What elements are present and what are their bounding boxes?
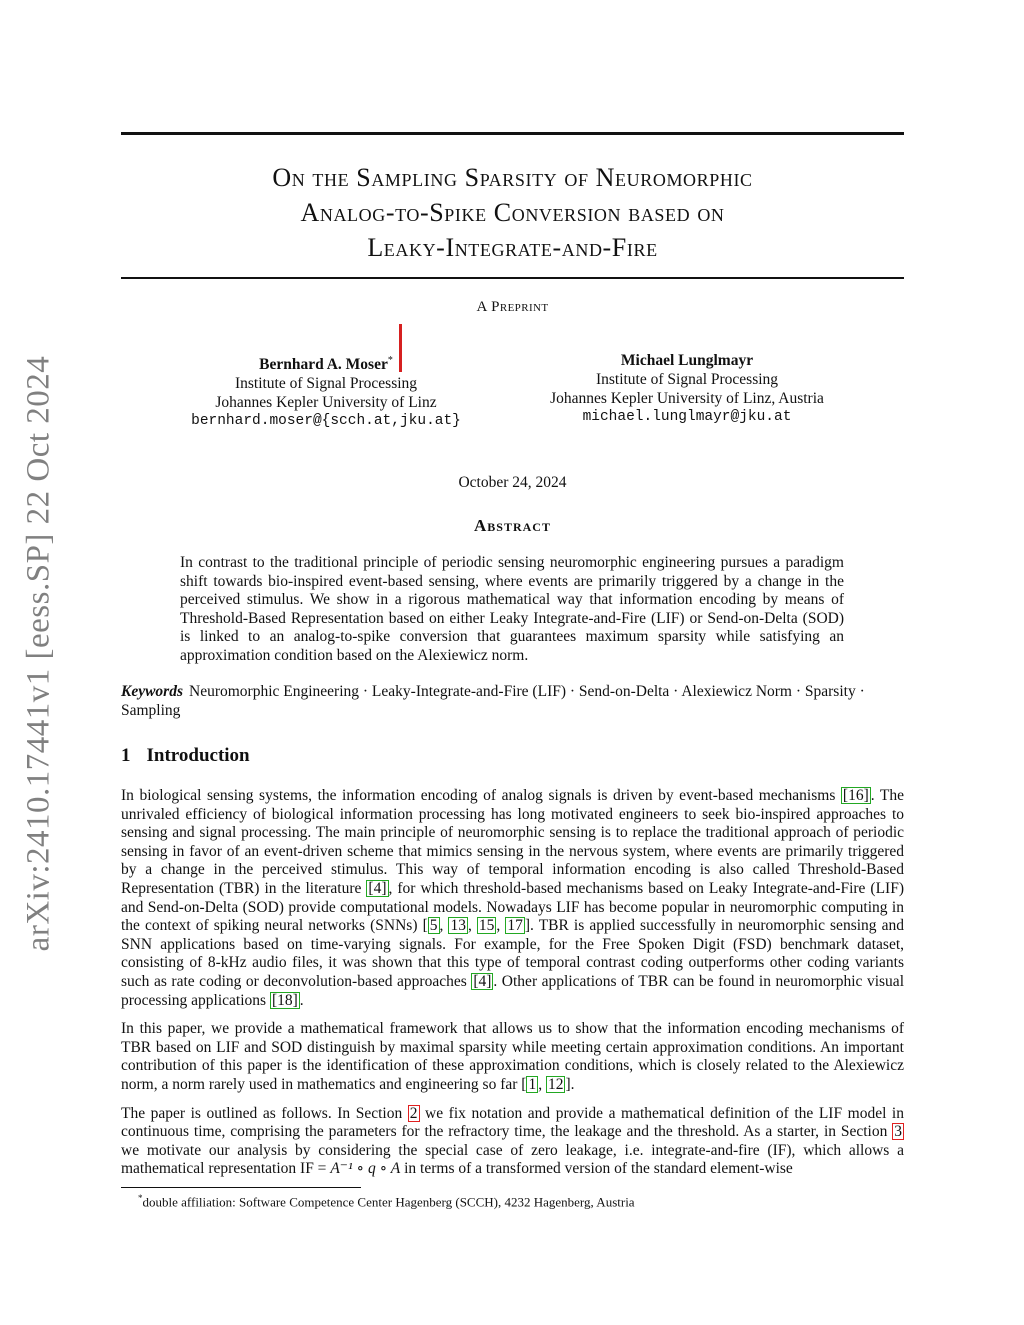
footnote-rule — [121, 1187, 361, 1188]
arxiv-side-stamp — [16, 348, 62, 958]
citation-link[interactable]: [18] — [271, 991, 298, 1009]
author-email: bernhard.moser@{scch.at,jku.at} — [191, 413, 461, 430]
author-block-1 — [181, 351, 471, 431]
paragraph: In this paper, we provide a mathematical framework that allows us to show that the information encoding mechanisms of TBR based on LIF and SOD distinguish by maximal sparsity while meeting certain approximation conditions. An important contribution of this paper is the identification of these approximation conditions, which is closely related to the Alexiewicz norm, a norm rarely used in mathematics and engineering so far [ 1 , 12 ]. — [121, 1020, 904, 1093]
citation-link[interactable]: 15 — [478, 917, 495, 935]
footnote-text: double affiliation: Software Competence Center Hagenberg (SCCH), 4232 Hagenberg, Austria — [142, 1194, 635, 1210]
publication-date: October 24, 2024 — [458, 474, 567, 491]
author-name: Bernhard A. Moser* — [259, 355, 393, 374]
title-top-rule — [121, 132, 904, 135]
title-line-3: Leaky-Integrate-and-Fire — [367, 233, 658, 262]
abstract-text: In contrast to the traditional principle of periodic sensing neuromorphic engineering pursues a paradigm shift towards bio-inspired event-based sensing, where events are primarily triggered by a change in the perceived stimulus. We show in a rigorous mathematical way that information encoding by means of Threshold-Based Representation based on either Leaky Integrate-and-Fire (LIF) or Send-on-Delta (SOD) is linked to an analog-to-spike conversion that guarantees maximum sparsity while satisfying an approximation condition based on the Alexiewicz norm. — [180, 554, 844, 664]
keywords-label: Keywords — [121, 683, 183, 700]
footnote-marker[interactable]: * — [387, 355, 393, 366]
author-affiliation: Institute of Signal Processing — [595, 371, 779, 388]
section-title: Introduction — [146, 745, 250, 766]
keywords-list: Neuromorphic Engineering · Leaky-Integrate-and-Fire (LIF) · Send-on-Delta · Alexiewicz Norm · Sparsity · Sampling — [121, 683, 865, 719]
author-name: Michael Lunglmayr — [620, 352, 754, 369]
citation-link[interactable]: [4] — [368, 879, 387, 897]
text-cursor-marker — [399, 324, 402, 372]
citation-link[interactable]: 13 — [450, 917, 466, 935]
math-expression: A⁻¹ ∘ q ∘ A — [330, 1160, 401, 1178]
author-affiliation: Institute of Signal Processing — [234, 375, 418, 393]
citation-link[interactable]: [16] — [842, 787, 869, 804]
citation-link[interactable]: 5 — [429, 917, 438, 935]
title-bottom-rule — [121, 277, 904, 279]
title-line-2: Analog-to-Spike Conversion based on — [300, 198, 725, 227]
citation-link[interactable]: 1 — [528, 1075, 537, 1093]
preprint-label: A Preprint — [476, 299, 549, 315]
keywords — [121, 683, 904, 720]
abstract-heading: Abstract — [474, 516, 551, 535]
citation-link[interactable]: 12 — [547, 1075, 564, 1093]
paragraph: In biological sensing systems, the information encoding of analog signals is driven by event-based mechanisms [16] . The unrivaled efficiency of biological information processing has long motivated engineers to seek bio-inspired approaches to sensing and signal processing. The main principle of neuromorphic sensing is to replace the traditional approach of periodic sensing in favor of an event-driven scheme that mimics sensing in the nervous system, where events are primarily triggered by a change in the perceived stimulus. This way of temporal information encoding is also called Threshold-Based Representation (TBR) in the literature [4] , for which threshold-based mechanisms based on Leaky Integrate-and-Fire (LIF) and Send-on-Delta (SOD) provide computational models. Nowadays LIF has become popular in neuromorphic computing in the context of spiking neural networks (SNNs) [ 5 , 13 , 15 , 17 ]. TBR is applied successfully in neuromorphic sensing and SNN applications based on time-varying signals. For example, for the Free Spoken Digit (FSD) benchmark dataset, consisting of 8-kHz audio files, it was shown that this type of temporal contrast coding outperforms other coding variants such as rate coding or deconvolution-based approaches [4] . Other applications of TBR can be found in neuromorphic visual processing applications [18] . — [121, 787, 904, 1009]
citation-link[interactable]: [4] — [473, 972, 492, 990]
title-line-1: On the Sampling Sparsity of Neuromorphic — [272, 163, 753, 192]
footnote-mark: * — [138, 1193, 143, 1203]
arxiv-identifier: arXiv:2410.17441v1 [eess.SP] 22 Oct 2024 — [20, 355, 57, 951]
introduction-body — [121, 787, 904, 1189]
section-reference-link[interactable]: 3 — [894, 1123, 902, 1141]
citation-link[interactable]: 17 — [507, 917, 523, 935]
section-number: 1 — [121, 745, 131, 766]
section-heading-introduction — [121, 745, 250, 767]
paragraph: The paper is outlined as follows. In Section 2 we fix notation and provide a mathematical definition of the LIF model in continuous time, comprising the parameters for the refractory time, the leakage and the threshold. As a starter, in Section 3 we motivate our analysis by considering the special case of zero leakage, i.e. integrate-and-fire (IF), which allows a mathematical representation IF = A⁻¹ ∘ q ∘ A in terms of a transformed version of the standard element-wise — [121, 1104, 904, 1178]
author-university: Johannes Kepler University of Linz, Austria — [550, 390, 824, 407]
paper-title — [121, 160, 904, 265]
footnote — [138, 1193, 635, 1210]
author-block-2 — [537, 351, 837, 427]
author-email: michael.lunglmayr@jku.at — [582, 409, 792, 425]
author-university: Johannes Kepler University of Linz — [215, 394, 437, 412]
section-reference-link[interactable]: 2 — [409, 1104, 418, 1122]
